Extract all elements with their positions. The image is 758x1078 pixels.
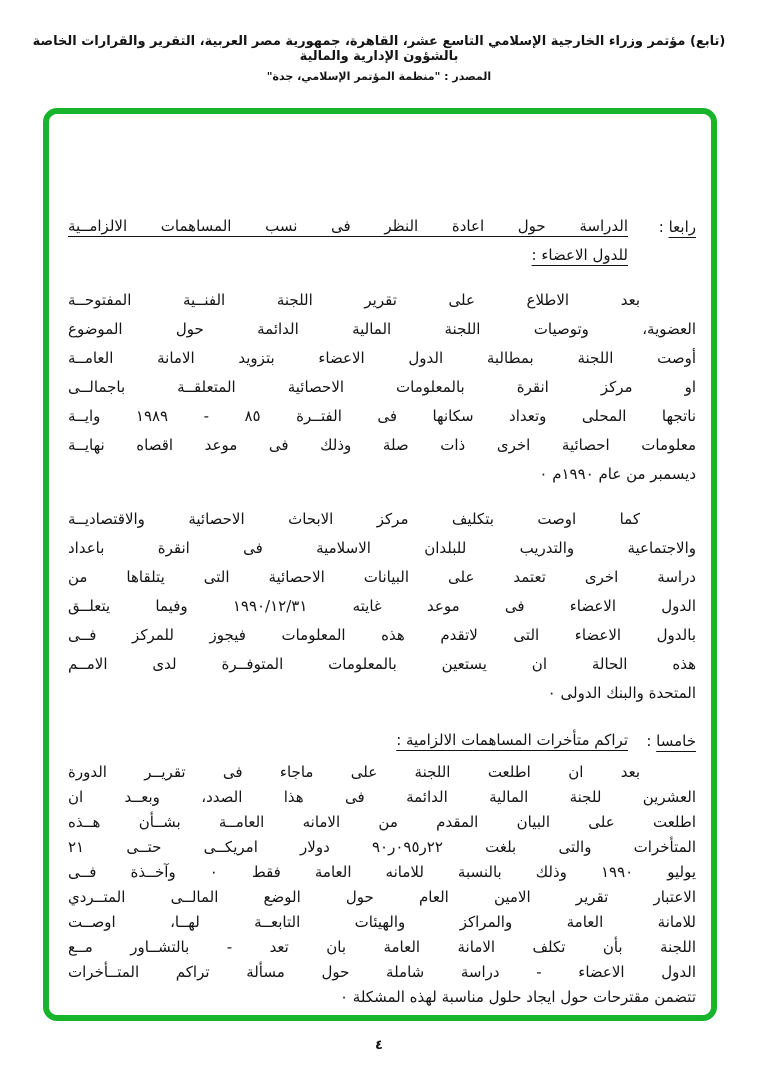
paragraph [68,286,696,489]
document-line: معلومات احصائية اخرى ذات صلة وذلك فى موعد اقصاه نهايــة [68,436,696,454]
document-body [68,212,696,1010]
section-title-line: تراكم متأخرات المساهمات الالزامية : [396,731,628,749]
document-line: المتحدة والبنك الدولى ٠ [547,684,696,702]
section-title-line: الدراسة حول اعادة النظر فى نسب المساهمات الالزامــية [68,217,628,235]
document-line: اللجنة بأن تكلف الامانة العامة بان تعد - بالتشــاور مــع [68,938,696,956]
section-label-colon: : [646,732,652,750]
section-label [640,212,696,270]
section-label-text: خامسا [656,732,696,750]
document-line: المتأخرات والتى بلغت ٢٢ر٠٩٥ر٩٠ دولار امريكــى حتــى ٢١ [68,838,696,856]
document-line: للامانة العامة والمراكز والهيئات التابعــة لهــا، اوصــت [68,913,696,931]
document-source-line: المصدر : "منظمة المؤتمر الإسلامي، جدة" [266,70,492,83]
document-line: ديسمبر من عام ١٩٩٠م ٠ [539,465,696,483]
section-title [68,212,628,270]
document-line: ناتجها المحلى وتعداد سكانها فى الفتــرة ٨٥ - ١٩٨٩ وايــة [68,407,696,425]
document-line: والاجتماعية والتدريب للبلدان الاسلامية فى انقرة باعداد [68,539,696,557]
document-line: كما اوصت بتكليف مركز الابحاث الاحصائية والاقتصاديــة [68,510,640,528]
document-line: هذه الحالة ان يستعين بالمعلومات المتوفــرة لدى الامــم [68,655,696,673]
document-line: الدول الاعضاء - دراسة شاملة حول مسألة تراكم المتــأخرات [68,963,696,981]
section-label-colon: : [658,218,664,236]
document-line: تتضمن مقترحات حول ايجاد حلول مناسبة لهذه المشكلة ٠ [339,988,696,1006]
document-line: بعد الاطلاع على تقرير اللجنة الفنــية المفتوحــة [68,291,640,309]
document-header-title: (تابع) مؤتمر وزراء الخارجية الإسلامي التاسع عشر، القاهرة، جمهورية مصر العربية، التقرير والقرارات الخاصة بالشؤون الإدارية والمالية [32,34,726,64]
section-title-line: للدول الاعضاء : [531,246,628,264]
section-title [68,726,628,756]
section-heading-fifth [68,726,696,756]
document-line: دراسة اخرى تعتمد على البيانات الاحصائية التى يتلقاها من [68,568,696,586]
document-line: أوصت اللجنة بمطالبة الدول الاعضاء بتزويد الامانة العامــة [68,349,696,367]
document-line: يوليو ١٩٩٠ وذلك بالنسبة للامانه العامة فقط ٠ وآخــذة فــى [68,863,696,881]
document-line: اطلعت على البيان المقدم من الامانه العامــة بشــأن هــذه [68,813,696,831]
document-line: الاعتبار تقرير الامين العام حول الوضع المالــى المتــردي [68,888,696,906]
section-heading-fourth [68,212,696,270]
document-line: العشرين للجنة المالية الدائمة فى هذا الصدد، وبعــد ان [68,788,696,806]
document-line: بعد ان اطلعت اللجنة على ماجاء فى تقريــر الدورة [68,763,640,781]
document-line: العضوية، وتوصيات اللجنة المالية الدائمة حول الموضوع [68,320,696,338]
paragraph [68,760,696,1010]
section-label-text: رابعا [668,218,696,236]
paragraph [68,505,696,708]
document-line: بالدول الاعضاء التى لاتقدم هذه المعلومات فيجوز للمركز فــى [68,626,696,644]
document-line: الدول الاعضاء فى موعد غايته ١٩٩٠/١٢/٣١ وفيما يتعلــق [68,597,696,615]
page-number: ٤ [375,1038,383,1053]
document-line: او مركز انقرة بالمعلومات الاحصائية المتعلقــة باجمالــى [68,378,696,396]
section-label [640,726,696,756]
